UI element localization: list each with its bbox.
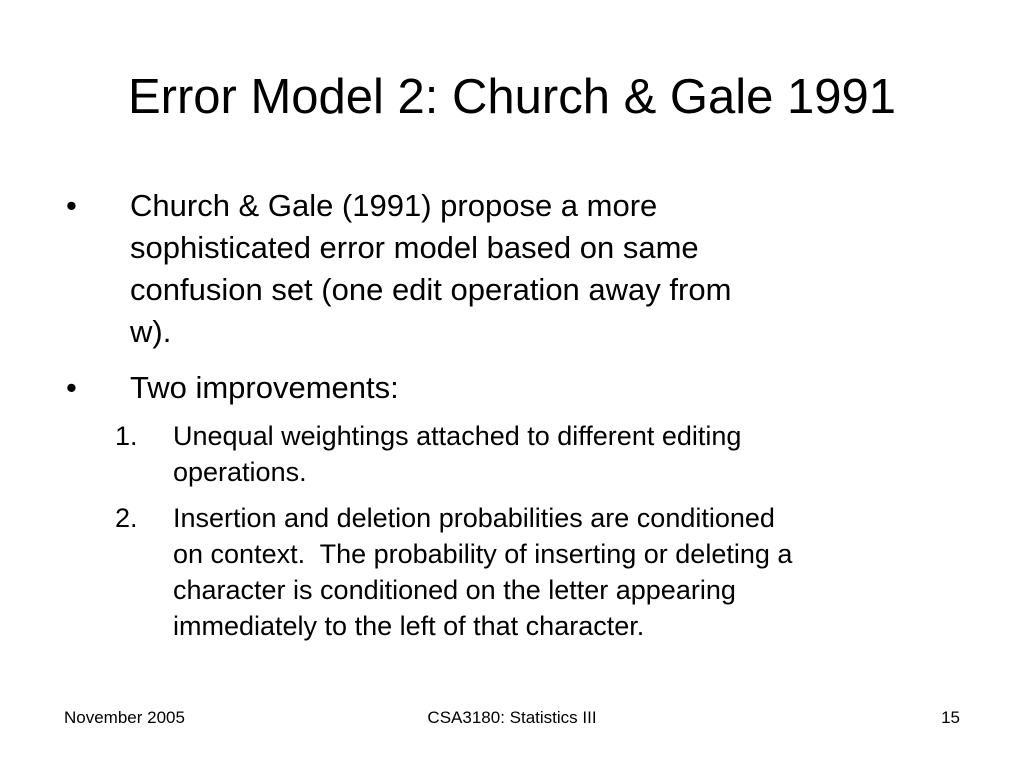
bullet-item-1-line-2: sophisticated error model based on same (130, 230, 699, 265)
numbered-item-2-line-2: on context. The probability of inserting or deleting a (173, 539, 793, 569)
footer-date: November 2005 (64, 708, 185, 727)
numbered-item-1-line-2: operations. (173, 457, 307, 487)
numbered-item-2-line-1: Insertion and deletion probabilities are conditioned (173, 503, 775, 533)
bullet-item-1-line-4: w). (130, 314, 172, 349)
numbered-item-1 (173, 418, 973, 490)
footer-page-number: 15 (941, 708, 960, 727)
bullet-marker: • (66, 188, 77, 223)
bullet-item-1-line-1: Church & Gale (1991) propose a more (130, 188, 658, 223)
numbered-item-2-line-4: immediately to the left of that character. (173, 611, 645, 641)
numbered-marker: 2. (115, 503, 138, 533)
footer-course: CSA3180: Statistics III (427, 708, 597, 727)
bullet-item-2-line-1: Two improvements: (130, 370, 399, 405)
slide-title: Error Model 2: Church & Gale 1991 (127, 70, 897, 124)
bullet-item-1 (130, 185, 930, 353)
bullet-item-2 (130, 367, 930, 409)
bullet-item-1-line-3: confusion set (one edit operation away from (130, 272, 732, 307)
numbered-marker: 1. (115, 421, 138, 451)
bullet-marker: • (66, 370, 77, 405)
numbered-item-1-line-1: Unequal weightings attached to different editing (173, 421, 742, 451)
numbered-item-2-line-3: character is conditioned on the letter appearing (173, 575, 736, 605)
numbered-item-2 (173, 500, 973, 644)
